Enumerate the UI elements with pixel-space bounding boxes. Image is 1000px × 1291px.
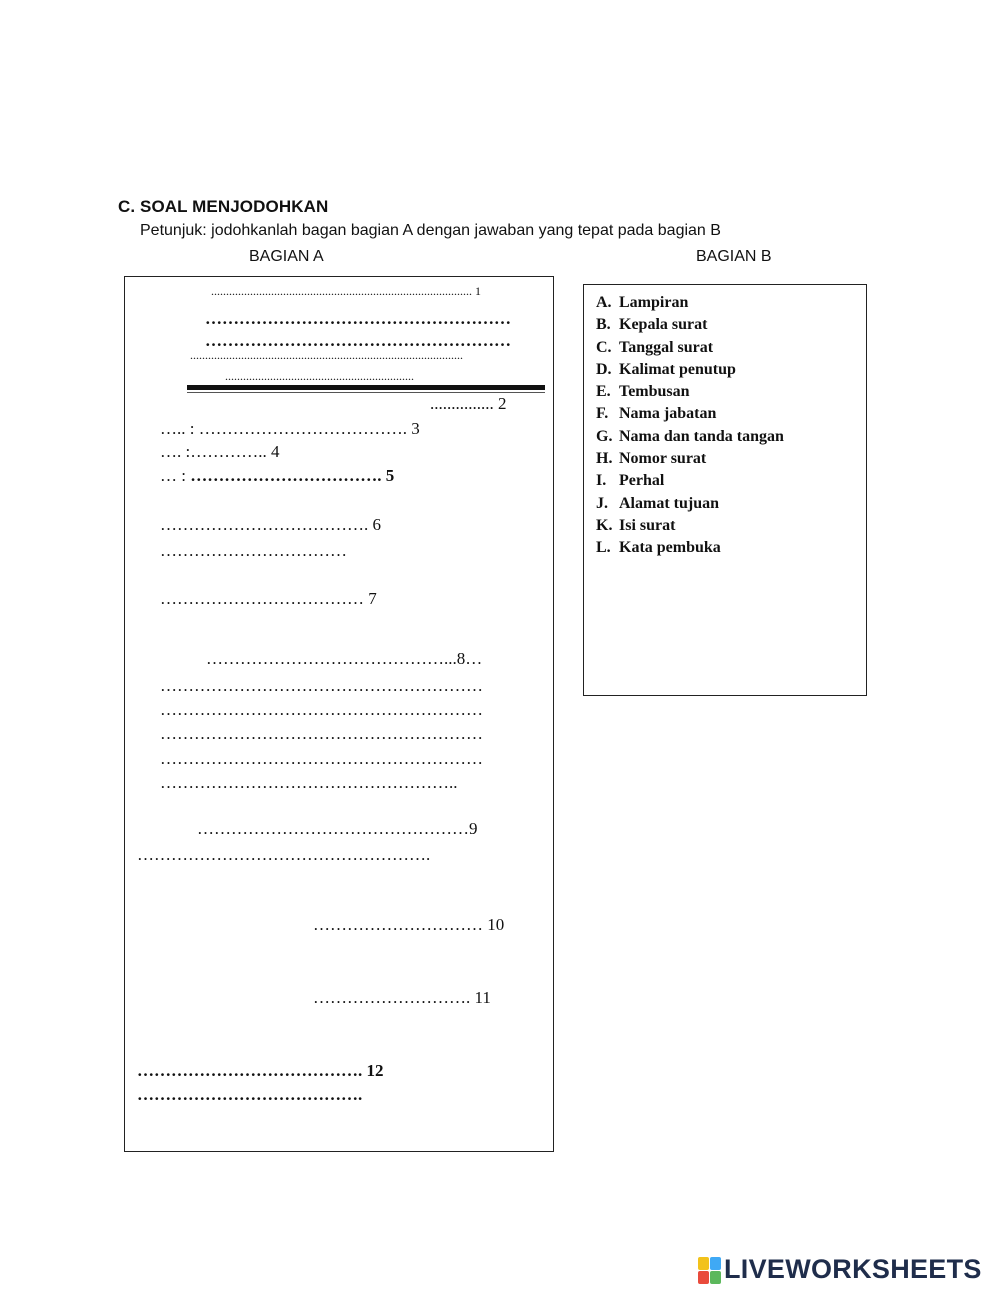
bagian-a-header: BAGIAN A: [249, 248, 324, 265]
logo-text: LIVEWORKSHEETS: [724, 1254, 982, 1284]
blank-6: ………………………………. 6: [160, 515, 381, 534]
blank-8-line: …………………………………………………: [160, 724, 483, 743]
blank-8: ……………………………………...8…: [206, 649, 483, 668]
kop-line: ………………………………………………: [205, 331, 511, 350]
blank-7: ……………………………… 7: [160, 589, 377, 608]
kop-rule: [187, 385, 545, 390]
option-k: K. Isi surat: [596, 516, 676, 534]
blank-4: …. :………….. 4: [160, 442, 280, 461]
blank-12: …………………………………. 12: [137, 1061, 384, 1080]
blank-12-cont: ………………………………….: [137, 1085, 363, 1104]
blank-6-cont: ……………………………: [160, 541, 347, 560]
blank-11: ………………………. 11: [313, 988, 491, 1007]
blank-3: ….. : ………………………………. 3: [160, 419, 420, 438]
option-l: L. Kata pembuka: [596, 539, 721, 557]
blank-2: ............... 2: [430, 394, 507, 413]
blank-8-line: …………………………………………………: [160, 749, 483, 768]
blank-1: ....................................................................................... 1: [211, 284, 481, 298]
option-e: E. Tembusan: [596, 383, 690, 401]
blank-8-line: …………………………………………………: [160, 676, 483, 695]
blank-8-line: …………………………………………………: [160, 700, 483, 719]
answer-options-list: [596, 292, 784, 560]
option-c: C. Tanggal surat: [596, 338, 714, 356]
option-b: B. Kepala surat: [596, 316, 708, 334]
kop-line: ...........................................................................................: [190, 348, 463, 362]
blank-10: ………………………… 10: [313, 915, 505, 934]
option-i: I. Perhal: [596, 472, 665, 490]
kop-line: ...............................................................: [225, 369, 414, 383]
instruction-text: Petunjuk: jodohkanlah bagan bagian A dengan jawaban yang tepat pada bagian B: [140, 222, 721, 239]
kop-line: ………………………………………………: [205, 309, 511, 328]
blank-9: …………………………………………9: [197, 819, 478, 838]
kop-rule-thin: [187, 392, 545, 393]
option-h: H. Nomor surat: [596, 450, 707, 468]
option-f: F. Nama jabatan: [596, 405, 717, 423]
bagian-b-header: BAGIAN B: [696, 248, 772, 265]
option-d: D. Kalimat penutup: [596, 360, 736, 378]
blank-9-cont: …………………………………………….: [137, 845, 431, 864]
blank-5: … : ……………………………. 5: [160, 466, 395, 485]
liveworksheets-logo: [698, 1254, 982, 1285]
blank-8-line: ……………………………………………..: [160, 773, 458, 792]
logo-blocks-icon: [698, 1257, 720, 1283]
option-a: A. Lampiran: [596, 294, 689, 311]
section-heading: C. SOAL MENJODOHKAN: [118, 197, 329, 216]
option-j: J. Alamat tujuan: [596, 494, 720, 512]
option-g: G. Nama dan tanda tangan: [596, 427, 784, 445]
